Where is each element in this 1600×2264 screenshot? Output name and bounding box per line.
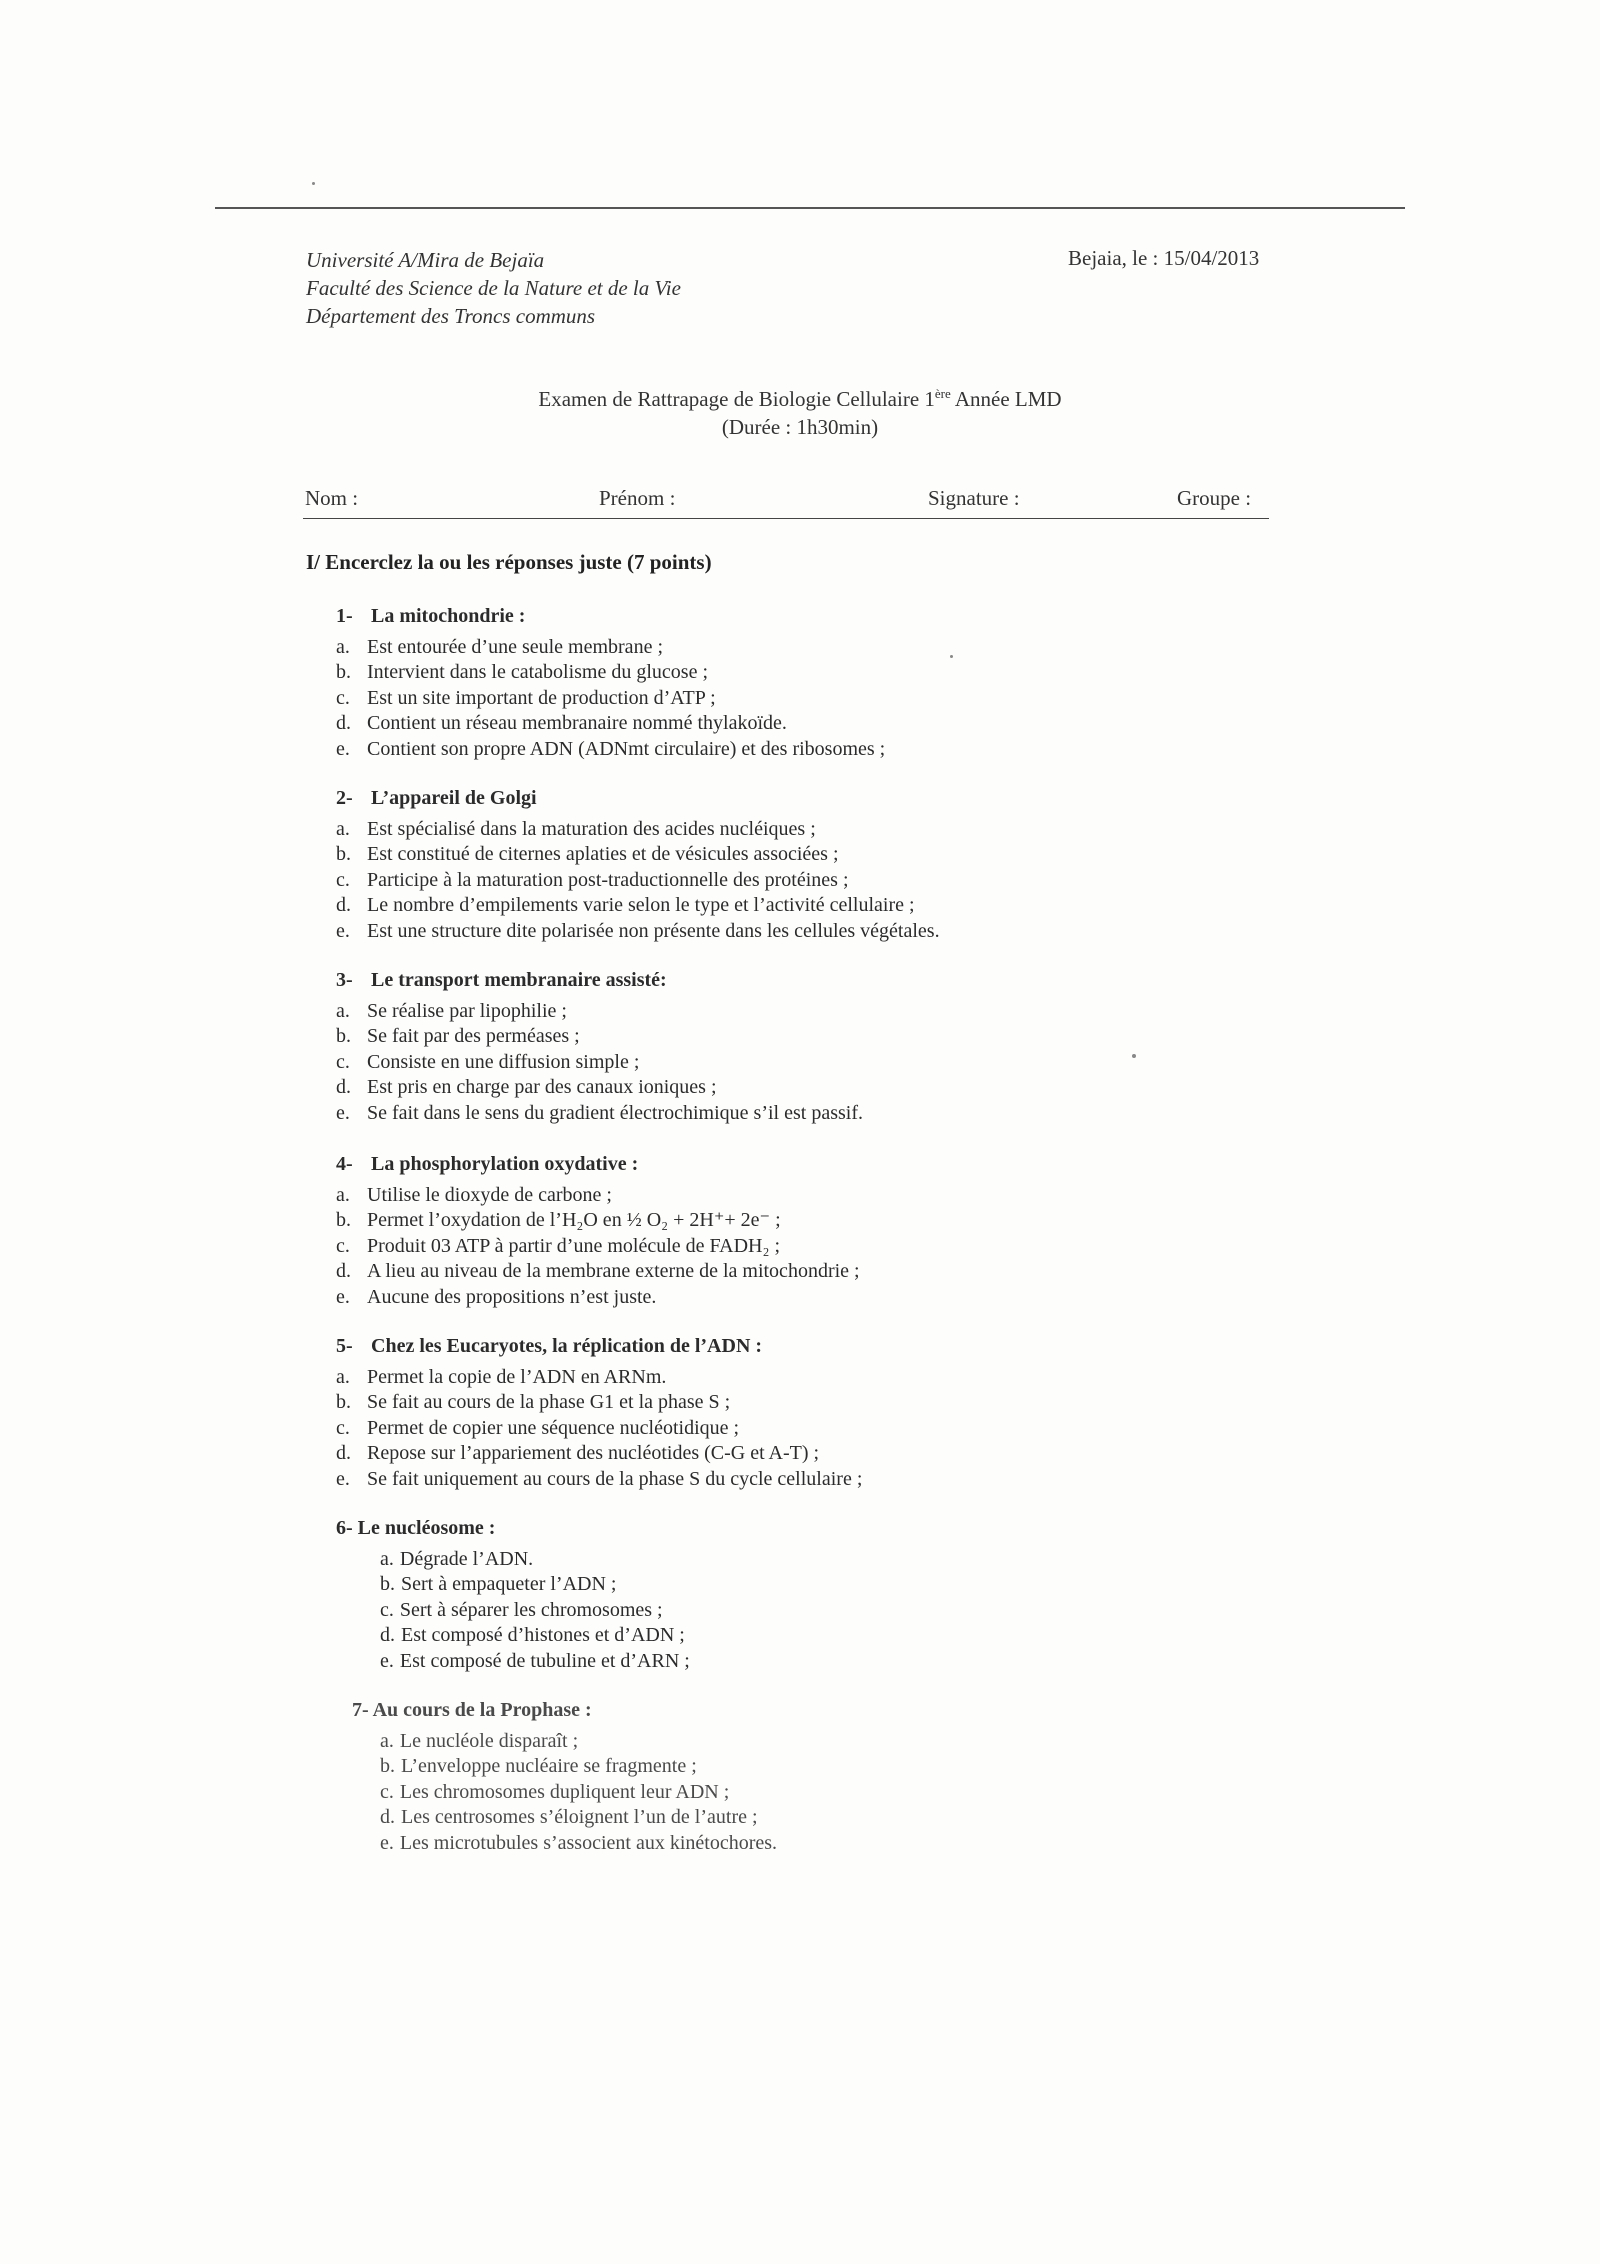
scan-speck bbox=[312, 182, 315, 185]
exam-title-end: Année LMD bbox=[950, 387, 1062, 411]
question-4 bbox=[336, 1152, 860, 1310]
department-name: Département des Troncs communs bbox=[306, 304, 596, 328]
exam-title-main: Examen de Rattrapage de Biologie Cellulaire 1 bbox=[538, 387, 935, 411]
option-e[interactable]: e. Contient son propre ADN (ADNmt circulaire) et des ribosomes ; bbox=[336, 737, 886, 760]
scan-speck bbox=[1132, 1054, 1136, 1058]
option-d[interactable]: d. A lieu au niveau de la membrane externe de la mitochondrie ; bbox=[336, 1260, 860, 1282]
option-b[interactable]: b. Intervient dans le catabolisme du glucose ; bbox=[336, 661, 709, 683]
option-d[interactable]: d. Contient un réseau membranaire nommé thylakoïde. bbox=[336, 712, 787, 734]
question-title: 1- La mitochondrie : bbox=[336, 605, 526, 627]
option-c[interactable]: c. Sert à séparer les chromosomes ; bbox=[380, 1598, 663, 1621]
question-title: 6- Le nucléosome : bbox=[336, 1517, 496, 1539]
option-e[interactable]: e. Est composé de tubuline et d’ARN ; bbox=[380, 1649, 690, 1672]
option-b[interactable]: b. Se fait au cours de la phase G1 et la phase S ; bbox=[336, 1391, 731, 1413]
prenom-field[interactable]: Prénom : bbox=[599, 486, 676, 510]
option-e[interactable]: e. Aucune des propositions n’est juste. bbox=[336, 1285, 657, 1308]
exam-date: Bejaia, le : 15/04/2013 bbox=[1068, 246, 1260, 270]
option-b[interactable]: b. Est constitué de citernes aplaties et de vésicules associées ; bbox=[336, 843, 839, 865]
option-e[interactable]: e. Se fait dans le sens du gradient électrochimique s’il est passif. bbox=[336, 1101, 863, 1124]
question-title: 3- Le transport membranaire assisté: bbox=[336, 969, 667, 991]
option-a[interactable]: a. Se réalise par lipophilie ; bbox=[336, 999, 567, 1022]
question-title: 2- L’appareil de Golgi bbox=[336, 787, 537, 809]
university-name: Université A/Mira de Bejaïa bbox=[306, 248, 545, 272]
option-b[interactable]: b. Sert à empaqueter l’ADN ; bbox=[380, 1573, 617, 1595]
option-d[interactable]: d. Le nombre d’empilements varie selon le type et l’activité cellulaire ; bbox=[336, 894, 915, 916]
question-3 bbox=[336, 968, 863, 1126]
top-divider bbox=[215, 207, 1405, 209]
option-b[interactable]: b. L’enveloppe nucléaire se fragmente ; bbox=[380, 1755, 697, 1777]
exam-title-line-1 bbox=[0, 380, 1600, 413]
option-a[interactable]: a. Permet la copie de l’ADN en ARNm. bbox=[336, 1365, 667, 1388]
option-e[interactable]: e. Se fait uniquement au cours de la phase S du cycle cellulaire ; bbox=[336, 1467, 863, 1490]
exam-duration: (Durée : 1h30min) bbox=[721, 415, 879, 439]
id-underline bbox=[303, 518, 1269, 519]
question-title: 5- Chez les Eucaryotes, la réplication de l’ADN : bbox=[336, 1335, 763, 1357]
option-a[interactable]: a. Est entourée d’une seule membrane ; bbox=[336, 635, 663, 658]
option-c[interactable]: c. Produit 03 ATP à partir d’une molécule de FADH₂ ; bbox=[336, 1234, 781, 1257]
option-b[interactable]: b. Se fait par des perméases ; bbox=[336, 1025, 580, 1047]
option-b[interactable]: b. Permet l’oxydation de l’H₂O en ½ O₂ + 2H⁺+ 2e⁻ ; bbox=[336, 1209, 781, 1231]
option-c[interactable]: c. Les chromosomes dupliquent leur ADN ; bbox=[380, 1780, 730, 1803]
groupe-field[interactable]: Groupe : bbox=[1177, 486, 1252, 510]
scan-speck bbox=[950, 655, 953, 658]
question-2 bbox=[336, 786, 940, 944]
question-title: 7- Au cours de la Prophase : bbox=[352, 1699, 592, 1721]
exam-title bbox=[0, 380, 1600, 441]
option-c[interactable]: c. Consiste en une diffusion simple ; bbox=[336, 1050, 640, 1073]
option-d[interactable]: d. Est pris en charge par des canaux ioniques ; bbox=[336, 1076, 717, 1098]
option-a[interactable]: a. Le nucléole disparaît ; bbox=[380, 1729, 579, 1752]
signature-field[interactable]: Signature : bbox=[928, 486, 1020, 510]
option-a[interactable]: a. Utilise le dioxyde de carbone ; bbox=[336, 1183, 612, 1206]
exam-title-superscript: ère bbox=[934, 386, 951, 401]
option-d[interactable]: d. Repose sur l’appariement des nucléotides (C-G et A-T) ; bbox=[336, 1442, 820, 1464]
option-d[interactable]: d. Les centrosomes s’éloignent l’un de l’autre ; bbox=[380, 1806, 758, 1828]
option-e[interactable]: e. Est une structure dite polarisée non présente dans les cellules végétales. bbox=[336, 919, 940, 942]
question-6 bbox=[336, 1516, 690, 1674]
option-a[interactable]: a. Dégrade l’ADN. bbox=[380, 1547, 534, 1570]
option-c[interactable]: c. Participe à la maturation post-traductionnelle des protéines ; bbox=[336, 868, 849, 891]
faculty-name: Faculté des Science de la Nature et de la Vie bbox=[306, 276, 681, 300]
institution-block bbox=[306, 246, 681, 330]
section-title: I/ Encerclez la ou les réponses juste (7 points) bbox=[306, 550, 712, 574]
question-7 bbox=[352, 1698, 777, 1856]
nom-field[interactable]: Nom : bbox=[305, 486, 359, 510]
option-d[interactable]: d. Est composé d’histones et d’ADN ; bbox=[380, 1624, 685, 1646]
question-5 bbox=[336, 1334, 862, 1492]
option-c[interactable]: c. Est un site important de production d’ATP ; bbox=[336, 686, 716, 709]
option-a[interactable]: a. Est spécialisé dans la maturation des acides nucléiques ; bbox=[336, 817, 816, 840]
question-1 bbox=[336, 604, 885, 762]
question-title: 4- La phosphorylation oxydative : bbox=[336, 1153, 639, 1175]
option-c[interactable]: c. Permet de copier une séquence nucléotidique ; bbox=[336, 1416, 740, 1439]
option-e[interactable]: e. Les microtubules s’associent aux kinétochores. bbox=[380, 1831, 778, 1854]
